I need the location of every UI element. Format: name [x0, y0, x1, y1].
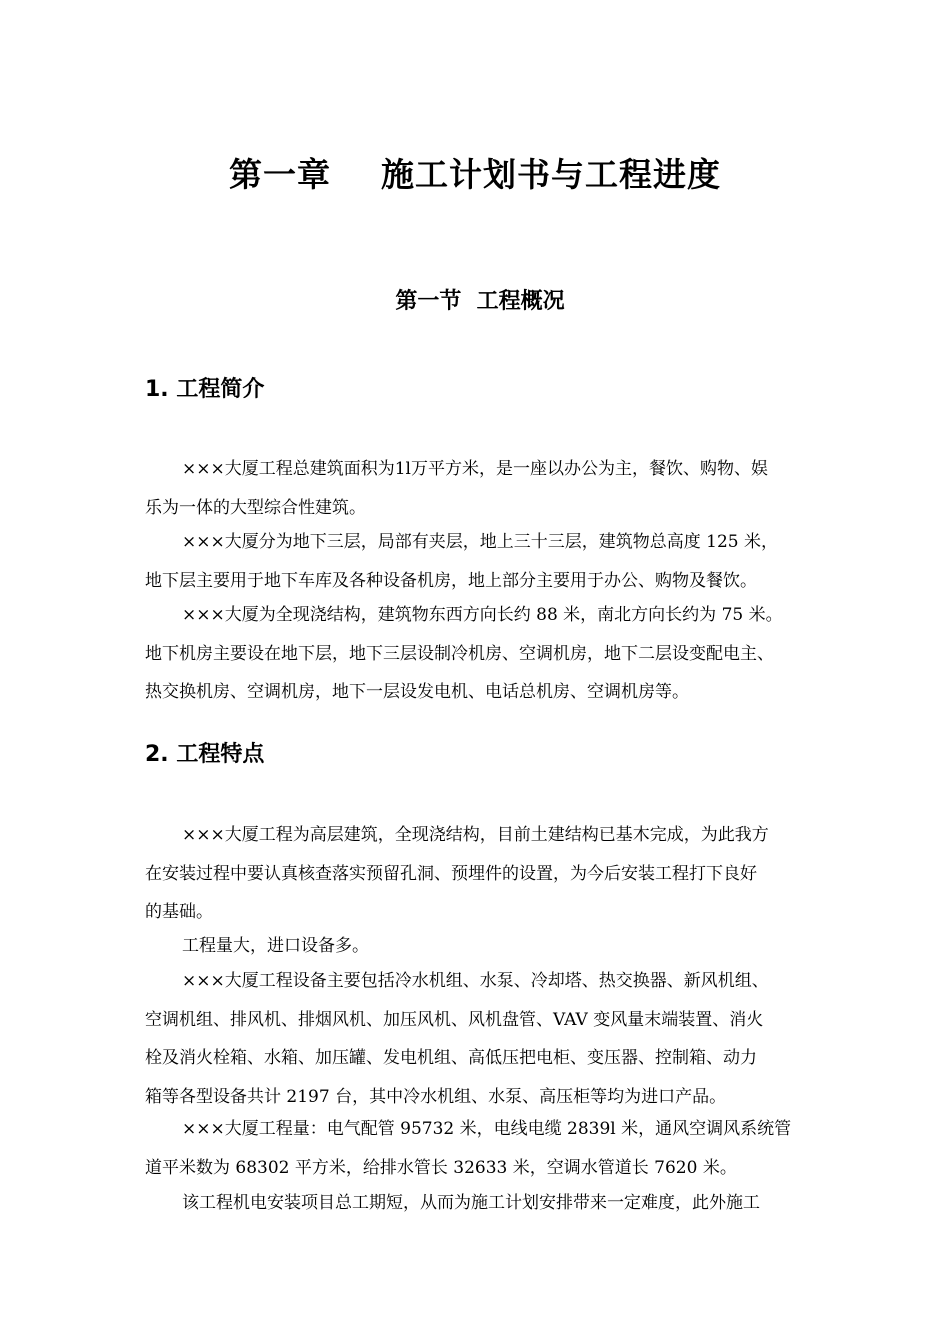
text-line: ×××大厦工程总建筑面积为1l万平方米，是一座以办公为主，餐饮、购物、娱	[182, 459, 768, 479]
text-line: ×××大厦工程为高层建筑，全现浇结构，目前土建结构已基木完成，为此我方	[182, 825, 769, 845]
text-line: 乐为一体的大型综合性建筑。	[145, 497, 366, 518]
text-line: 的基础。	[145, 902, 213, 922]
text-line: 箱等各型设备共计 2197 台，其中冷水机组、水泵、高压柜等均为进口产品。	[145, 1086, 727, 1107]
paragraph	[145, 1110, 850, 1187]
text-line: 空调机组、排风机、排烟风机、加压风机、风机盘管、VAV 变风量末端装置、消火	[145, 1009, 764, 1030]
text-line: 道平米数为 68302 平方米，给排水管长 32633 米，空调水管道长 7620 米。	[145, 1157, 737, 1178]
paragraph	[145, 450, 850, 527]
paragraph	[145, 1184, 850, 1223]
paragraph	[145, 962, 850, 1116]
text-line: 地下层主要用于地下车库及各种设备机房，地上部分主要用于办公、购物及餐饮。	[145, 570, 757, 591]
text-line: ×××大厦分为地下三层，局部有夹层，地上三十三层，建筑物总高度 125 米，	[182, 532, 778, 552]
text-line: 地下机房主要设在地下层，地下三层设制冷机房、空调机房，地下二层设变配电主、	[145, 643, 774, 664]
paragraph	[145, 523, 850, 600]
chapter-title: 第一章 施工计划书与工程进度	[229, 155, 721, 194]
section-title: 第一节 工程概况	[395, 289, 565, 314]
text-line: 工程量大，进口设备多。	[182, 936, 369, 956]
sub-heading-project-features: 2. 工程特点	[145, 742, 265, 767]
sub-heading-project-intro: 1. 工程简介	[145, 377, 265, 402]
text-line: ×××大厦工程设备主要包括冷水机组、水泵、冷却塔、热交换器、新风机组、	[182, 971, 769, 991]
text-line: 在安装过程中要认真核查落实预留孔洞、预埋件的设置，为今后安装工程打下良好	[145, 863, 757, 884]
paragraph	[145, 816, 850, 932]
text-line: 热交换机房、空调机房，地下一层设发电机、电话总机房、空调机房等。	[145, 682, 689, 702]
text-line: 该工程机电安装项目总工期短，从而为施工计划安排带来一定难度，此外施工	[182, 1193, 760, 1213]
text-line: ×××大厦为全现浇结构，建筑物东西方向长约 88 米，南北方向长约为 75 米。	[182, 605, 783, 625]
text-line: 栓及消火栓箱、水箱、加压罐、发电机组、高低压把电柜、变压器、控制箱、动力	[145, 1048, 757, 1068]
paragraph	[145, 596, 850, 712]
text-line: ×××大厦工程量：电气配管 95732 米，电线电缆 2839l 米，通风空调风系统管	[182, 1119, 792, 1139]
paragraph	[145, 927, 850, 966]
